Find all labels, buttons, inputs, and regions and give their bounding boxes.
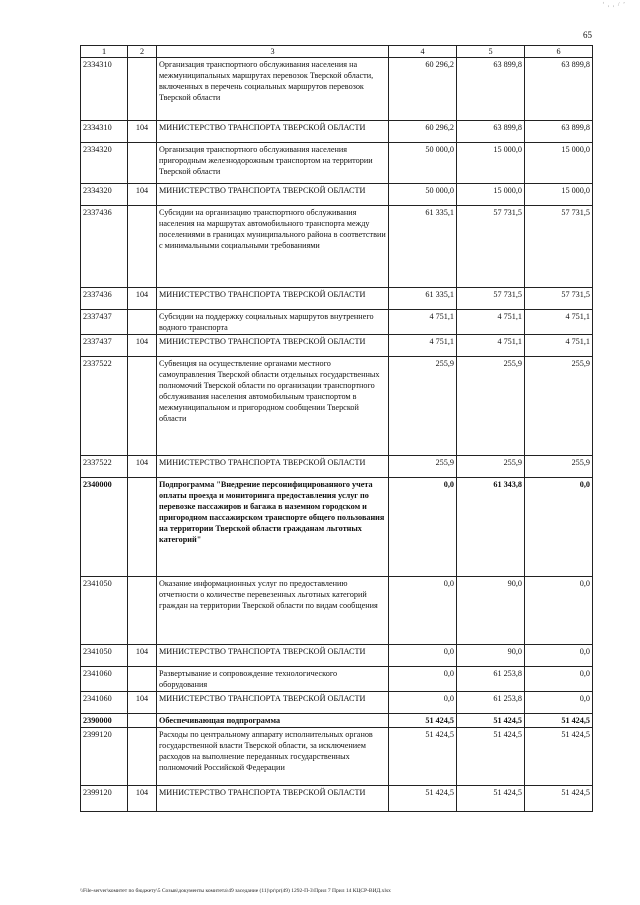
table-row bbox=[81, 714, 593, 728]
header-col-2: 2 bbox=[128, 46, 157, 58]
cell-code: 2334310 bbox=[81, 58, 128, 121]
cell-name: Развертывание и сопровождение технологического оборудования bbox=[157, 667, 389, 692]
cell-value-2: 57 731,5 bbox=[457, 288, 525, 310]
cell-code: 2337436 bbox=[81, 288, 128, 310]
table-row bbox=[81, 310, 593, 335]
cell-ved: 104 bbox=[128, 456, 157, 478]
cell-value-2: 61 253,8 bbox=[457, 667, 525, 692]
cell-value-1: 4 751,1 bbox=[389, 335, 457, 357]
cell-value-1: 51 424,5 bbox=[389, 728, 457, 786]
cell-value-3: 255,9 bbox=[525, 357, 593, 456]
cell-name: Расходы по центральному аппарату исполнительных органов государственной власти Тверской области, за исключением расходов на выполнение переданных государственных полномочий Российской Федерации bbox=[157, 728, 389, 786]
cell-code: 2341060 bbox=[81, 667, 128, 692]
cell-value-3: 15 000,0 bbox=[525, 143, 593, 184]
cell-value-3: 51 424,5 bbox=[525, 714, 593, 728]
cell-ved bbox=[128, 310, 157, 335]
cell-name: МИНИСТЕРСТВО ТРАНСПОРТА ТВЕРСКОЙ ОБЛАСТИ bbox=[157, 456, 389, 478]
cell-ved: 104 bbox=[128, 692, 157, 714]
cell-name: МИНИСТЕРСТВО ТРАНСПОРТА ТВЕРСКОЙ ОБЛАСТИ bbox=[157, 335, 389, 357]
cell-code: 2334320 bbox=[81, 143, 128, 184]
cell-ved bbox=[128, 478, 157, 577]
table-row bbox=[81, 577, 593, 645]
cell-ved bbox=[128, 357, 157, 456]
cell-name: МИНИСТЕРСТВО ТРАНСПОРТА ТВЕРСКОЙ ОБЛАСТИ bbox=[157, 121, 389, 143]
cell-value-3: 0,0 bbox=[525, 667, 593, 692]
cell-value-2: 90,0 bbox=[457, 577, 525, 645]
cell-value-2: 15 000,0 bbox=[457, 143, 525, 184]
cell-ved: 104 bbox=[128, 288, 157, 310]
header-col-6: 6 bbox=[525, 46, 593, 58]
cell-ved bbox=[128, 577, 157, 645]
cell-value-3: 15 000,0 bbox=[525, 184, 593, 206]
cell-ved: 104 bbox=[128, 645, 157, 667]
cell-name: Организация транспортного обслуживания населения пригородным железнодорожным транспортом на территории Тверской области bbox=[157, 143, 389, 184]
cell-code: 2334320 bbox=[81, 184, 128, 206]
table-row bbox=[81, 288, 593, 310]
cell-value-3: 63 899,8 bbox=[525, 58, 593, 121]
cell-ved bbox=[128, 667, 157, 692]
cell-value-2: 4 751,1 bbox=[457, 310, 525, 335]
table-row bbox=[81, 728, 593, 786]
cell-value-2: 255,9 bbox=[457, 357, 525, 456]
cell-value-1: 51 424,5 bbox=[389, 786, 457, 812]
header-col-5: 5 bbox=[457, 46, 525, 58]
cell-value-2: 51 424,5 bbox=[457, 714, 525, 728]
cell-value-3: 57 731,5 bbox=[525, 206, 593, 288]
cell-value-1: 61 335,1 bbox=[389, 288, 457, 310]
table-row bbox=[81, 692, 593, 714]
cell-code: 2337437 bbox=[81, 310, 128, 335]
header-col-3: 3 bbox=[157, 46, 389, 58]
table-row bbox=[81, 667, 593, 692]
table-row bbox=[81, 357, 593, 456]
cell-value-1: 0,0 bbox=[389, 577, 457, 645]
cell-code: 2341050 bbox=[81, 645, 128, 667]
cell-value-3: 51 424,5 bbox=[525, 786, 593, 812]
cell-name: МИНИСТЕРСТВО ТРАНСПОРТА ТВЕРСКОЙ ОБЛАСТИ bbox=[157, 288, 389, 310]
cell-value-3: 0,0 bbox=[525, 692, 593, 714]
cell-value-1: 50 000,0 bbox=[389, 184, 457, 206]
cell-value-3: 4 751,1 bbox=[525, 310, 593, 335]
cell-value-2: 51 424,5 bbox=[457, 786, 525, 812]
cell-code: 2337437 bbox=[81, 335, 128, 357]
cell-code: 2399120 bbox=[81, 728, 128, 786]
cell-value-1: 0,0 bbox=[389, 692, 457, 714]
cell-value-1: 255,9 bbox=[389, 456, 457, 478]
footer-file-path: \\File-server\комитет по бюджету\5 Созыв\документы комитета\49 заседание (11)\pr\pr(49) 1292-П-3\Прил 7 Прил 14 КЦСР-ВИД.xlsx bbox=[80, 888, 391, 894]
table-row bbox=[81, 335, 593, 357]
cell-ved bbox=[128, 728, 157, 786]
cell-name: Субсидии на поддержку социальных маршрутов внутреннего водного транспорта bbox=[157, 310, 389, 335]
cell-ved bbox=[128, 714, 157, 728]
cell-value-2: 51 424,5 bbox=[457, 728, 525, 786]
cell-value-2: 63 899,8 bbox=[457, 58, 525, 121]
cell-value-1: 255,9 bbox=[389, 357, 457, 456]
cell-value-3: 63 899,8 bbox=[525, 121, 593, 143]
cell-ved bbox=[128, 206, 157, 288]
budget-table bbox=[80, 45, 593, 812]
cell-name: Организация транспортного обслуживания населения на межмуниципальных маршрутах перевозок Тверской области, включенных в перечень социальных маршрутов перевозок Тверской области bbox=[157, 58, 389, 121]
cell-value-1: 50 000,0 bbox=[389, 143, 457, 184]
cell-name: МИНИСТЕРСТВО ТРАНСПОРТА ТВЕРСКОЙ ОБЛАСТИ bbox=[157, 645, 389, 667]
cell-name: МИНИСТЕРСТВО ТРАНСПОРТА ТВЕРСКОЙ ОБЛАСТИ bbox=[157, 692, 389, 714]
cell-value-1: 61 335,1 bbox=[389, 206, 457, 288]
cell-ved bbox=[128, 143, 157, 184]
cell-code: 2341060 bbox=[81, 692, 128, 714]
cell-value-3: 0,0 bbox=[525, 577, 593, 645]
table-row bbox=[81, 143, 593, 184]
table-header-row bbox=[81, 46, 593, 58]
cell-value-1: 0,0 bbox=[389, 667, 457, 692]
table-row bbox=[81, 645, 593, 667]
cell-ved: 104 bbox=[128, 335, 157, 357]
cell-name: МИНИСТЕРСТВО ТРАНСПОРТА ТВЕРСКОЙ ОБЛАСТИ bbox=[157, 786, 389, 812]
cell-name: Оказание информационных услуг по предоставлению отчетности о количестве перевезенных льготных категорий граждан на территории Тверской области по видам сообщения bbox=[157, 577, 389, 645]
cell-value-1: 0,0 bbox=[389, 478, 457, 577]
cell-value-2: 57 731,5 bbox=[457, 206, 525, 288]
cell-value-3: 51 424,5 bbox=[525, 728, 593, 786]
cell-code: 2341050 bbox=[81, 577, 128, 645]
cell-value-3: 0,0 bbox=[525, 478, 593, 577]
cell-value-1: 60 296,2 bbox=[389, 58, 457, 121]
cell-value-3: 57 731,5 bbox=[525, 288, 593, 310]
cell-code: 2334310 bbox=[81, 121, 128, 143]
cell-name: Подпрограмма "Внедрение персонифицированного учета оплаты проезда и мониторинга предоставления услуг по перевозке пассажиров и багажа в наземном городском и пригородном пассажирском транспорте общего пользования на территории Тверской области гражданам льготных категорий" bbox=[157, 478, 389, 577]
header-col-1: 1 bbox=[81, 46, 128, 58]
table-row bbox=[81, 456, 593, 478]
header-col-4: 4 bbox=[389, 46, 457, 58]
cell-ved: 104 bbox=[128, 121, 157, 143]
table-row bbox=[81, 121, 593, 143]
cell-value-2: 63 899,8 bbox=[457, 121, 525, 143]
cell-value-2: 61 253,8 bbox=[457, 692, 525, 714]
table-row bbox=[81, 184, 593, 206]
cell-value-2: 4 751,1 bbox=[457, 335, 525, 357]
cell-code: 2390000 bbox=[81, 714, 128, 728]
cell-code: 2399120 bbox=[81, 786, 128, 812]
table-row bbox=[81, 206, 593, 288]
cell-ved: 104 bbox=[128, 184, 157, 206]
scan-mark: ‘ , , / ’ bbox=[602, 2, 626, 8]
cell-value-1: 0,0 bbox=[389, 645, 457, 667]
cell-value-1: 4 751,1 bbox=[389, 310, 457, 335]
cell-ved bbox=[128, 58, 157, 121]
cell-value-3: 4 751,1 bbox=[525, 335, 593, 357]
cell-name: Субвенция на осуществление органами местного самоуправления Тверской области отдельных государственных полномочий Тверской области по организации транспортного обслуживания населения автомобильным транспортом в межмуниципальном и пригородном сообщении Тверской области bbox=[157, 357, 389, 456]
cell-value-3: 255,9 bbox=[525, 456, 593, 478]
cell-value-3: 0,0 bbox=[525, 645, 593, 667]
cell-code: 2337522 bbox=[81, 357, 128, 456]
cell-name: МИНИСТЕРСТВО ТРАНСПОРТА ТВЕРСКОЙ ОБЛАСТИ bbox=[157, 184, 389, 206]
cell-value-2: 61 343,8 bbox=[457, 478, 525, 577]
table-row bbox=[81, 786, 593, 812]
cell-code: 2340000 bbox=[81, 478, 128, 577]
cell-name: Субсидии на организацию транспортного обслуживания населения на маршрутах автомобильного транспорта между поселениями в границах муниципального района в соответствии с минимальными социальными требованиями bbox=[157, 206, 389, 288]
cell-value-1: 60 296,2 bbox=[389, 121, 457, 143]
cell-name: Обеспечивающая подпрограмма bbox=[157, 714, 389, 728]
cell-value-1: 51 424,5 bbox=[389, 714, 457, 728]
cell-value-2: 90,0 bbox=[457, 645, 525, 667]
cell-code: 2337522 bbox=[81, 456, 128, 478]
table-row bbox=[81, 58, 593, 121]
cell-code: 2337436 bbox=[81, 206, 128, 288]
table-row bbox=[81, 478, 593, 577]
page-number: 65 bbox=[583, 30, 592, 40]
cell-ved: 104 bbox=[128, 786, 157, 812]
cell-value-2: 255,9 bbox=[457, 456, 525, 478]
cell-value-2: 15 000,0 bbox=[457, 184, 525, 206]
